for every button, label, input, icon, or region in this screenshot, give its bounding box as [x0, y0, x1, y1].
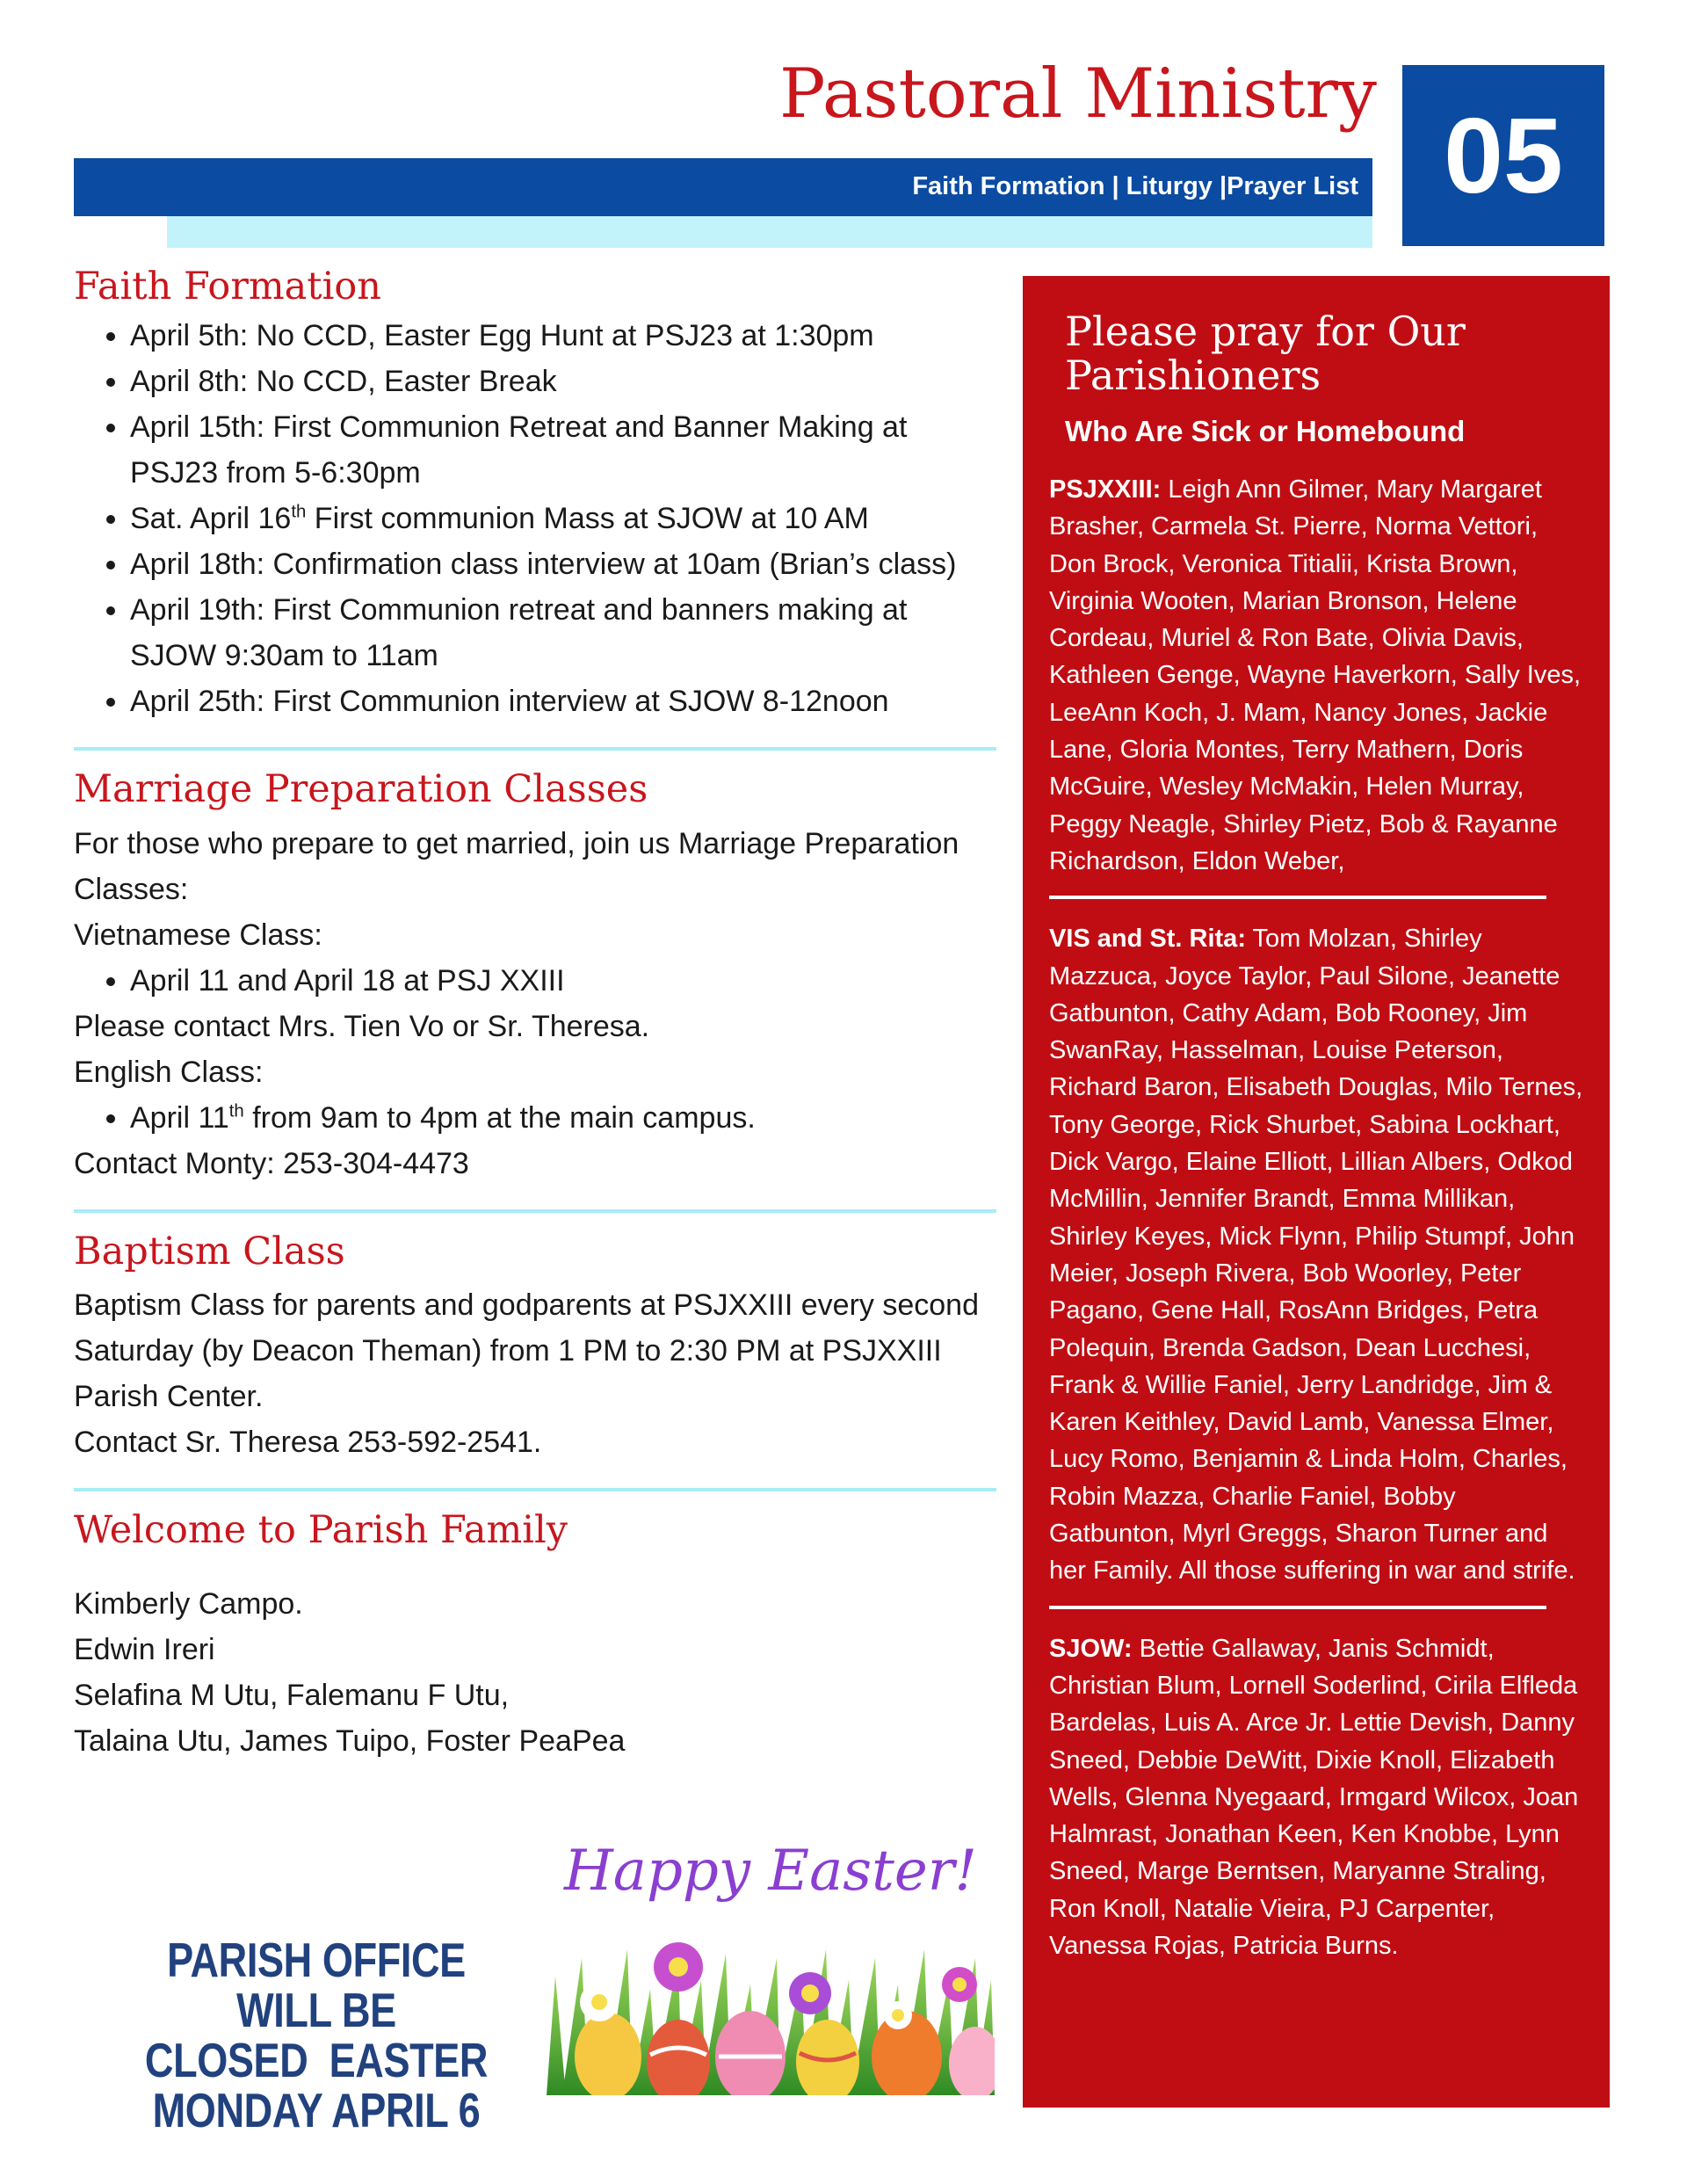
marriage-section [74, 766, 996, 1186]
vietnamese-class-label: Vietnamese Class: [74, 918, 322, 952]
list-item-text: April 11 [130, 1100, 229, 1135]
prayer-title-line: Parishioners [1065, 352, 1321, 399]
welcome-name-line: Kimberly Campo. [74, 1587, 303, 1621]
list-item-text: from 9am to 4pm at the main campus. [243, 1100, 756, 1135]
welcome-title: Welcome to Parish Family [74, 1508, 568, 1553]
office-closed-notice [129, 1935, 503, 2136]
left-column [74, 264, 996, 1764]
baptism-title: Baptism Class [74, 1229, 345, 1273]
list-item: • April 18th: Confirmation class interview at 10am (Brian’s class) [130, 541, 996, 587]
section-divider [74, 747, 996, 751]
list-item [130, 1095, 996, 1141]
header-cyan-band [167, 216, 1372, 248]
list-item: • April 15th: First Communion Retreat and Banner Making at PSJ23 from 5-6:30pm [130, 404, 996, 496]
baptism-text: Baptism Class for parents and godparents at PSJXXIII every second Saturday (by Deacon Theman) from 1 PM to 2:30 PM at PSJXXIII Parish Center. [74, 1288, 979, 1414]
notice-line: MONDAY APRIL 6 [152, 2083, 481, 2137]
welcome-name-line: Talaina Utu, James Tuipo, Foster PeaPea [74, 1724, 626, 1758]
list-item-text: First communion Mass at SJOW at 10 AM [306, 501, 869, 535]
prayer-subtitle: Who Are Sick or Homebound [1065, 415, 1466, 447]
prayer-divider [1049, 1606, 1546, 1609]
vietnamese-class-list [74, 958, 996, 1004]
notice-line: CLOSED EASTER [144, 2033, 489, 2087]
english-class-contact: Contact Monty: 253-304-4473 [74, 1146, 469, 1180]
vietnamese-class-contact: Please contact Mrs. Tien Vo or Sr. Theresa. [74, 1009, 650, 1043]
page-number-badge [1402, 65, 1604, 246]
list-item: • April 19th: First Communion retreat and banners making at SJOW 9:30am to 11am [130, 587, 996, 678]
prayer-group-vis [1049, 920, 1587, 1589]
welcome-names [74, 1581, 996, 1764]
section-divider [74, 1488, 996, 1491]
list-item: • April 8th: No CCD, Easter Break [130, 359, 996, 404]
list-item-text: Sat. April 16 [130, 501, 292, 535]
group-names: Bettie Gallaway, Janis Schmidt, Christian Blum, Lornell Soderlind, Cirila Elfleda Bardelas, Luis A. Arce Jr. Lettie Devish, Danny Sneed, Debbie DeWitt, Dixie Knoll, Elizabeth Wells, Glenna Nyegaard, Irmgard Wilcox, Joan Halmrast, Jonathan Keen, Ken Knobbe, Lynn Sneed, Marge Berntsen, Maryanne Straling, Ron Knoll, Natalie Vieira, PJ Carpenter, Vanessa Rojas, Patricia Burns. [1049, 1634, 1579, 1960]
notice-line: PARISH OFFICE WILL BE [167, 1933, 466, 2037]
group-label: SJOW: [1049, 1634, 1133, 1663]
marriage-intro: For those who prepare to get married, join us Marriage Preparation Classes: [74, 826, 959, 906]
prayer-group-psj [1049, 471, 1587, 880]
prayer-divider [1049, 896, 1546, 899]
list-item [130, 496, 996, 541]
page-title: Pastoral Ministry [778, 54, 1377, 134]
easter-image [547, 1826, 995, 2095]
prayer-title [1065, 309, 1587, 397]
list-item: • April 25th: First Communion interview at SJOW 8-12noon [130, 678, 996, 724]
group-names: Tom Molzan, Shirley Mazzuca, Joyce Taylor, Paul Silone, Jeanette Gatbunton, Cathy Adam, Bob Rooney, Jim SwanRay, Hasselman, Louise Peterson, Richard Baron, Elisabeth Douglas, Milo Ternes, Tony George, Rick Shurbet, Sabina Lockhart, Dick Vargo, Elaine Elliott, Lillian Albers, Odkod McMillin, Jennifer Brandt, Emma Millikan, Shirley Keyes, Mick Flynn, Philip Stumpf, John Meier, Joseph Rivera, Bob Woorley, Peter Pagano, Gene Hall, RosAnn Bridges, Petra Polequin, Brenda Gadson, Dean Lucchesi, Frank & Willie Faniel, Jerry Landridge, Jim & Karen Keithley, David Lamb, Vanessa Elmer, Lucy Romo, Benjamin & Linda Holm, Charles, Robin Mazza, Charlie Faniel, Bobby Gatbunton, Myrl Greggs, Sharon Turner and her Family. All those suffering in war and strife. [1049, 925, 1583, 1585]
group-names: Leigh Ann Gilmer, Mary Margaret Brasher, Carmela St. Pierre, Norma Vettori, Don Brock, Veronica Titialii, Krista Brown, Virginia Wooten, Marian Bronson, Helene Cordeau, Muriel & Ron Bate, Olivia Davis, Kathleen Genge, Wayne Haverkorn, Sally Ives, LeeAnn Koch, J. Mam, Nancy Jones, Jackie Lane, Gloria Montes, Terry Mathern, Doris McGuire, Wesley McMakin, Helen Murray, Peggy Neagle, Shirley Pietz, Bob & Rayanne Richardson, Eldon Weber, [1049, 475, 1582, 875]
marriage-title: Marriage Preparation Classes [74, 766, 648, 811]
faith-formation-list [74, 313, 996, 724]
group-label: VIS and St. Rita: [1049, 925, 1246, 954]
list-item: • April 11 and April 18 at PSJ XXIII [130, 958, 996, 1004]
welcome-name-line: Edwin Ireri [74, 1633, 215, 1666]
list-item: • April 5th: No CCD, Easter Egg Hunt at PSJ23 at 1:30pm [130, 313, 996, 359]
group-label: PSJXXIII: [1049, 475, 1162, 504]
section-divider [74, 1209, 996, 1213]
faith-formation-section [74, 264, 996, 724]
baptism-contact: Contact Sr. Theresa 253-592-2541. [74, 1426, 542, 1460]
faith-formation-title: Faith Formation [74, 265, 381, 308]
welcome-name-line: Selafina M Utu, Falemanu F Utu, [74, 1679, 510, 1712]
english-class-label: English Class: [74, 1055, 264, 1089]
ordinal-suffix: th [291, 502, 307, 522]
english-class-list [74, 1095, 996, 1141]
header-subtitle: Faith Formation | Liturgy |Prayer List [912, 172, 1358, 200]
prayer-title-line: Please pray for Our [1065, 308, 1466, 355]
prayer-list-panel [1023, 276, 1610, 2108]
easter-greeting: Happy Easter! [563, 1839, 978, 1904]
ordinal-suffix: th [228, 1101, 244, 1121]
baptism-section [74, 1229, 996, 1466]
welcome-section [74, 1507, 996, 1764]
prayer-group-sjow [1049, 1630, 1587, 1965]
page-number: 05 [1444, 96, 1563, 215]
